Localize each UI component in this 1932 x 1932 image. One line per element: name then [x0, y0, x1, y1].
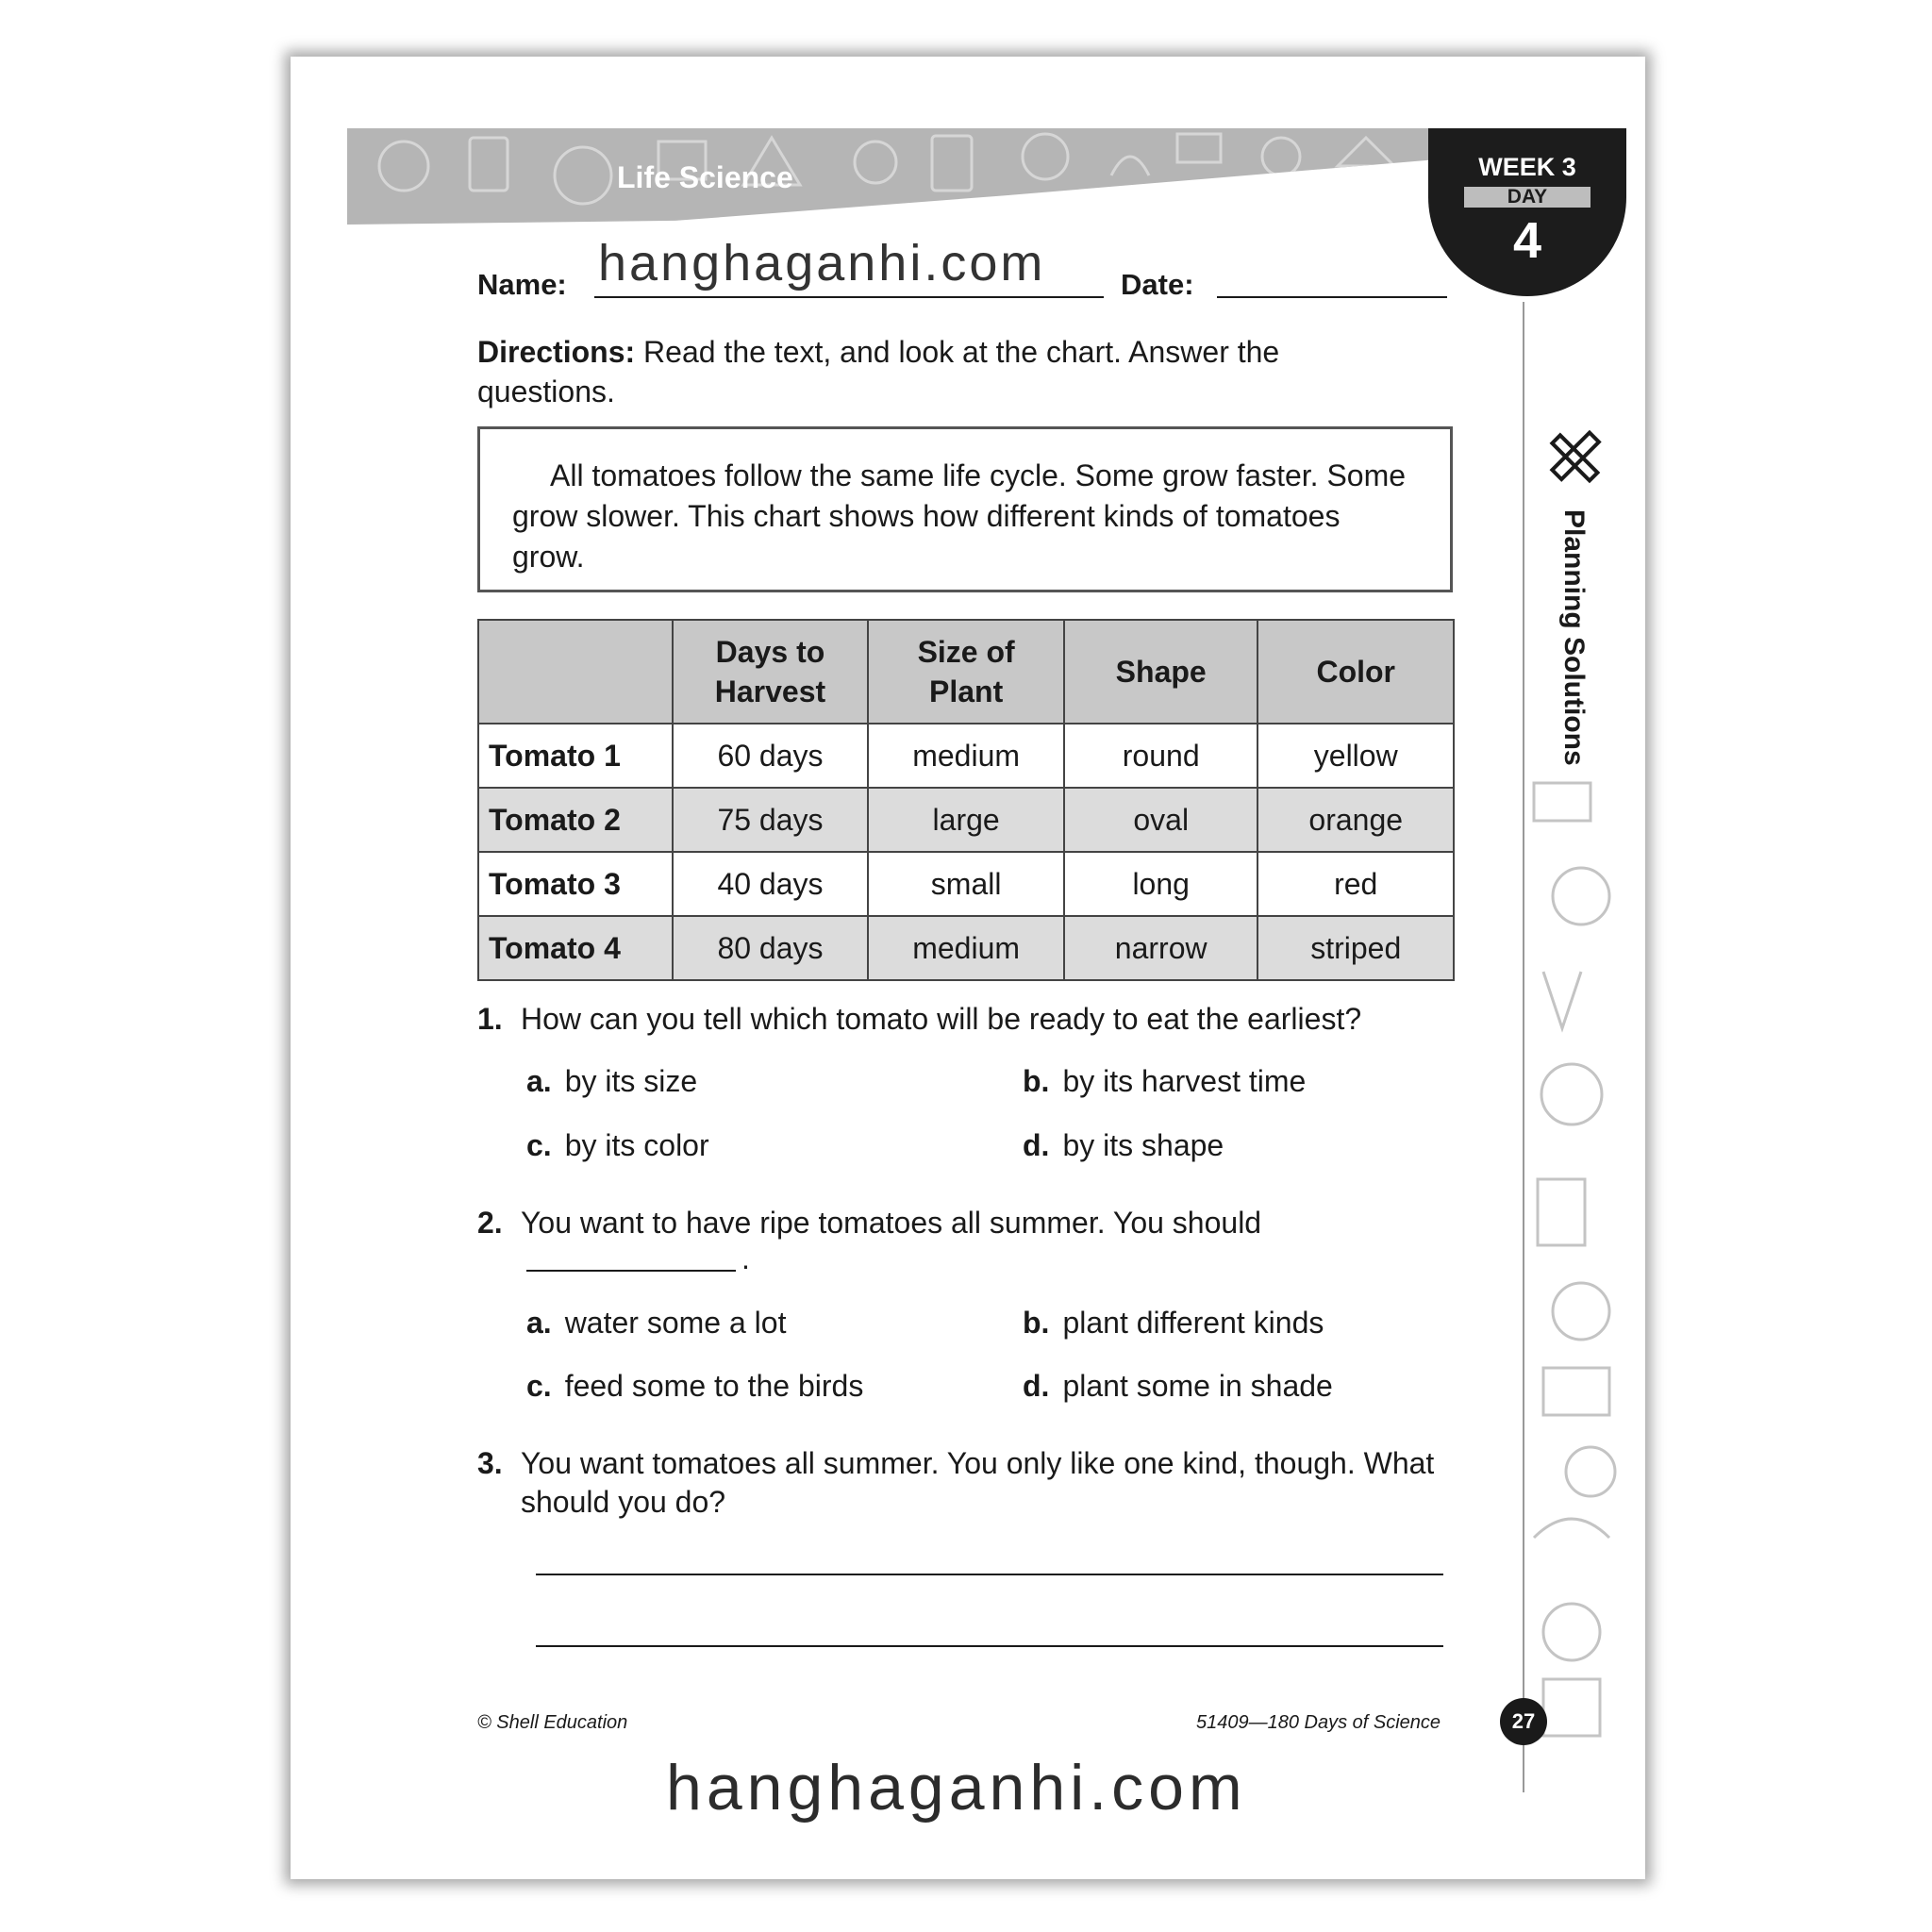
name-label: Name:	[477, 268, 567, 301]
table-cell: narrow	[1064, 916, 1258, 980]
table-cell: large	[868, 788, 1064, 852]
directions-text: Read the text, and look at the chart. Answer the questions.	[477, 335, 1280, 408]
question-number: 2.	[477, 1206, 503, 1240]
table-cell: orange	[1257, 788, 1454, 852]
table-cell: red	[1257, 852, 1454, 916]
q1-option-a[interactable]: a. by its size	[526, 1064, 698, 1098]
date-field[interactable]	[1217, 296, 1447, 298]
table-header	[868, 620, 1064, 724]
table-cell: 40 days	[673, 852, 869, 916]
table-cell: Tomato 1	[478, 724, 673, 788]
passage-text: All tomatoes follow the same life cycle. Some grow faster. Some grow slower. This chart shows how different kinds of tomatoes grow.	[512, 458, 1407, 574]
side-title: Planning Solutions	[1558, 509, 1590, 766]
question-number: 1.	[477, 1002, 503, 1036]
q1-option-c[interactable]: c. by its color	[526, 1128, 709, 1162]
table-cell: medium	[868, 724, 1064, 788]
book-reference: 51409—180 Days of Science	[1196, 1712, 1441, 1733]
question-1	[477, 1000, 1464, 1039]
table-cell: striped	[1257, 916, 1454, 980]
table-cell: small	[868, 852, 1064, 916]
table-header	[673, 620, 869, 724]
question-number: 3.	[477, 1446, 503, 1480]
table-header	[478, 620, 673, 724]
question-text: You want tomatoes all summer. You only like one kind, though. What should you do?	[521, 1446, 1435, 1519]
tomato-table	[477, 619, 1455, 981]
q2-option-a[interactable]: a. water some a lot	[526, 1306, 787, 1340]
table-cell: 80 days	[673, 916, 869, 980]
q2-option-b[interactable]: b. plant different kinds	[1023, 1306, 1324, 1340]
question-3	[477, 1444, 1445, 1522]
answer-line[interactable]	[536, 1574, 1443, 1575]
header-days: Days to Harvest	[714, 635, 826, 708]
publisher-credit: © Shell Education	[477, 1712, 628, 1733]
answer-line[interactable]	[536, 1645, 1443, 1647]
day-label: DAY	[1464, 187, 1591, 208]
table-header: Color	[1257, 620, 1454, 724]
ruler-pencil-icon	[1543, 426, 1604, 487]
question-text: You want to have ripe tomatoes all summer. You should	[521, 1206, 1262, 1240]
question-2	[477, 1204, 1464, 1242]
watermark-top: hanghaganhi.com	[598, 235, 1046, 291]
week-label: WEEK 3	[1478, 153, 1576, 181]
watermark-bottom: hanghaganhi.com	[666, 1752, 1247, 1824]
table-header: Shape	[1064, 620, 1258, 724]
answer-blank[interactable]	[526, 1270, 736, 1272]
q2-option-d[interactable]: d. plant some in shade	[1023, 1369, 1333, 1403]
directions	[477, 332, 1364, 411]
table-cell: medium	[868, 916, 1064, 980]
date-label: Date:	[1121, 268, 1194, 301]
table-cell: long	[1064, 852, 1258, 916]
q1-option-b[interactable]: b. by its harvest time	[1023, 1064, 1307, 1098]
q1-option-d[interactable]: d. by its shape	[1023, 1128, 1224, 1162]
day-number: 4	[1512, 212, 1542, 269]
page-number: 27	[1500, 1698, 1547, 1745]
name-field[interactable]	[594, 296, 1104, 298]
table-cell: oval	[1064, 788, 1258, 852]
table-cell: 60 days	[673, 724, 869, 788]
q2-option-c[interactable]: c. feed some to the birds	[526, 1369, 864, 1403]
blank-period: .	[741, 1241, 750, 1275]
table-cell: 75 days	[673, 788, 869, 852]
passage-box	[477, 426, 1453, 592]
table-cell: round	[1064, 724, 1258, 788]
directions-lead: Directions:	[477, 335, 636, 369]
table-cell: yellow	[1257, 724, 1454, 788]
table-cell: Tomato 3	[478, 852, 673, 916]
table-cell: Tomato 2	[478, 788, 673, 852]
header-size: Size of Plant	[917, 635, 1015, 708]
question-text: How can you tell which tomato will be ready to eat the earliest?	[521, 1002, 1362, 1036]
subject-title: Life Science	[617, 160, 793, 194]
table-cell: Tomato 4	[478, 916, 673, 980]
